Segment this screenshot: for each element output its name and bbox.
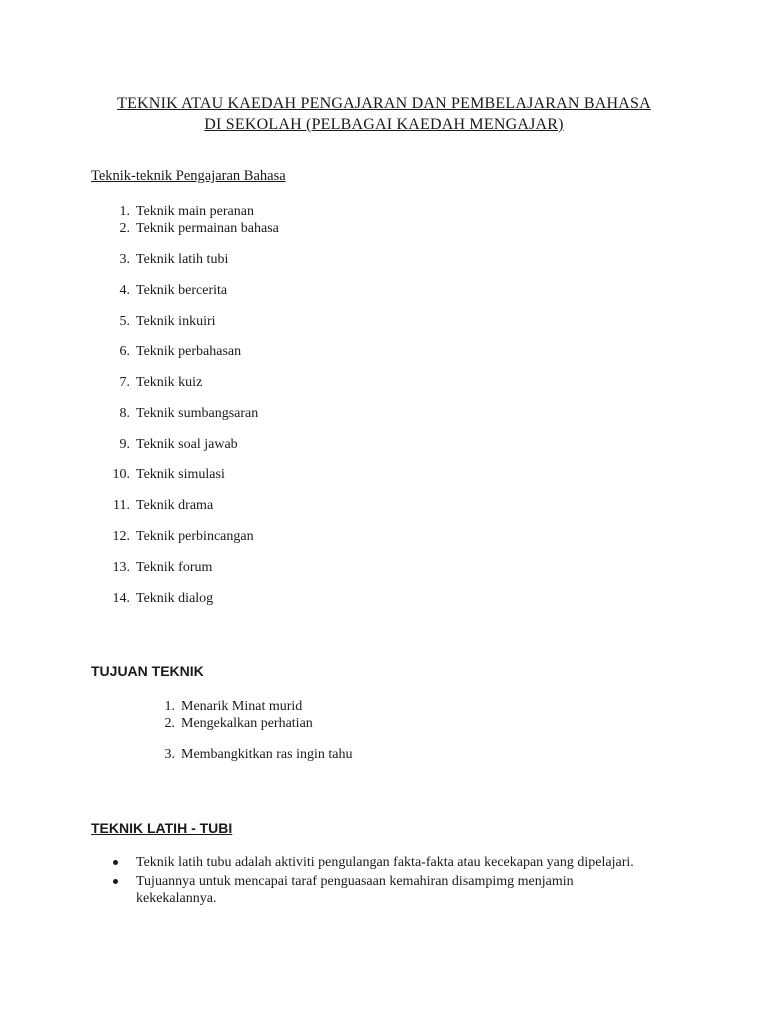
list-item	[119, 374, 203, 391]
title-line-1: TEKNIK ATAU KAEDAH PENGAJARAN DAN PEMBELAJARAN BAHASA	[117, 95, 651, 112]
bullet-icon	[113, 860, 118, 865]
list-item	[112, 466, 225, 483]
list-text: Teknik permainan bahasa	[136, 221, 279, 236]
section-heading-latih-tubi: TEKNIK LATIH - TUBI	[91, 820, 233, 836]
list-number: 9.	[119, 437, 130, 452]
list-number: 3.	[164, 747, 175, 762]
list-number: 7.	[119, 375, 130, 390]
list-item	[119, 251, 229, 268]
bullet-item	[136, 873, 696, 907]
list-number: 1.	[164, 699, 175, 714]
list-number: 13.	[112, 560, 130, 575]
list-text: Teknik bercerita	[136, 283, 228, 298]
list-text: Teknik dialog	[136, 591, 214, 606]
list-text: Teknik kuiz	[136, 375, 203, 390]
list-number: 8.	[119, 406, 130, 421]
section-heading-teknik: Teknik-teknik Pengajaran Bahasa	[91, 168, 286, 184]
list-text: Teknik main peranan	[136, 204, 254, 219]
list-item	[112, 590, 214, 607]
list-item	[164, 698, 303, 715]
document-title	[40, 93, 728, 135]
list-number: 2.	[119, 221, 130, 236]
bullet-text-line-2: kekekalannya.	[136, 891, 217, 906]
bullet-text-line-1: Tujuannya untuk mencapai taraf penguasaan kemahiran disampimg menjamin	[136, 874, 574, 889]
list-number: 11.	[113, 498, 130, 513]
bullet-text: Teknik latih tubu adalah aktiviti pengulangan fakta-fakta atau kecekapan yang dipelajari.	[136, 855, 634, 870]
list-number: 6.	[119, 344, 130, 359]
list-text: Mengekalkan perhatian	[181, 716, 313, 731]
list-item	[119, 343, 242, 360]
list-number: 12.	[112, 529, 130, 544]
list-item	[112, 559, 213, 576]
list-text: Menarik Minat murid	[181, 699, 303, 714]
list-number: 10.	[112, 467, 130, 482]
list-item	[112, 528, 254, 545]
list-item	[119, 282, 228, 299]
list-number: 14.	[112, 591, 130, 606]
list-text: Membangkitkan ras ingin tahu	[181, 747, 353, 762]
bullet-icon	[113, 879, 118, 884]
section-heading-tujuan: TUJUAN TEKNIK	[91, 663, 204, 679]
list-item	[164, 715, 313, 732]
list-number: 5.	[119, 314, 130, 329]
list-text: Teknik perbincangan	[136, 529, 254, 544]
list-item	[119, 313, 216, 330]
list-number: 1.	[119, 204, 130, 219]
list-text: Teknik drama	[136, 498, 214, 513]
list-text: Teknik forum	[136, 560, 213, 575]
list-item	[119, 436, 238, 453]
list-text: Teknik perbahasan	[136, 344, 242, 359]
list-number: 3.	[119, 252, 130, 267]
list-item	[164, 746, 353, 763]
list-item	[119, 203, 254, 220]
list-number: 2.	[164, 716, 175, 731]
list-item	[119, 220, 279, 237]
list-text: Teknik soal jawab	[136, 437, 238, 452]
list-item	[119, 405, 259, 422]
list-text: Teknik sumbangsaran	[136, 406, 259, 421]
list-item	[113, 497, 214, 514]
list-text: Teknik inkuiri	[136, 314, 216, 329]
title-line-2: DI SEKOLAH (PELBAGAI KAEDAH MENGAJAR)	[204, 116, 564, 133]
bullet-item	[136, 854, 696, 871]
list-number: 4.	[119, 283, 130, 298]
list-text: Teknik latih tubi	[136, 252, 229, 267]
list-text: Teknik simulasi	[136, 467, 225, 482]
